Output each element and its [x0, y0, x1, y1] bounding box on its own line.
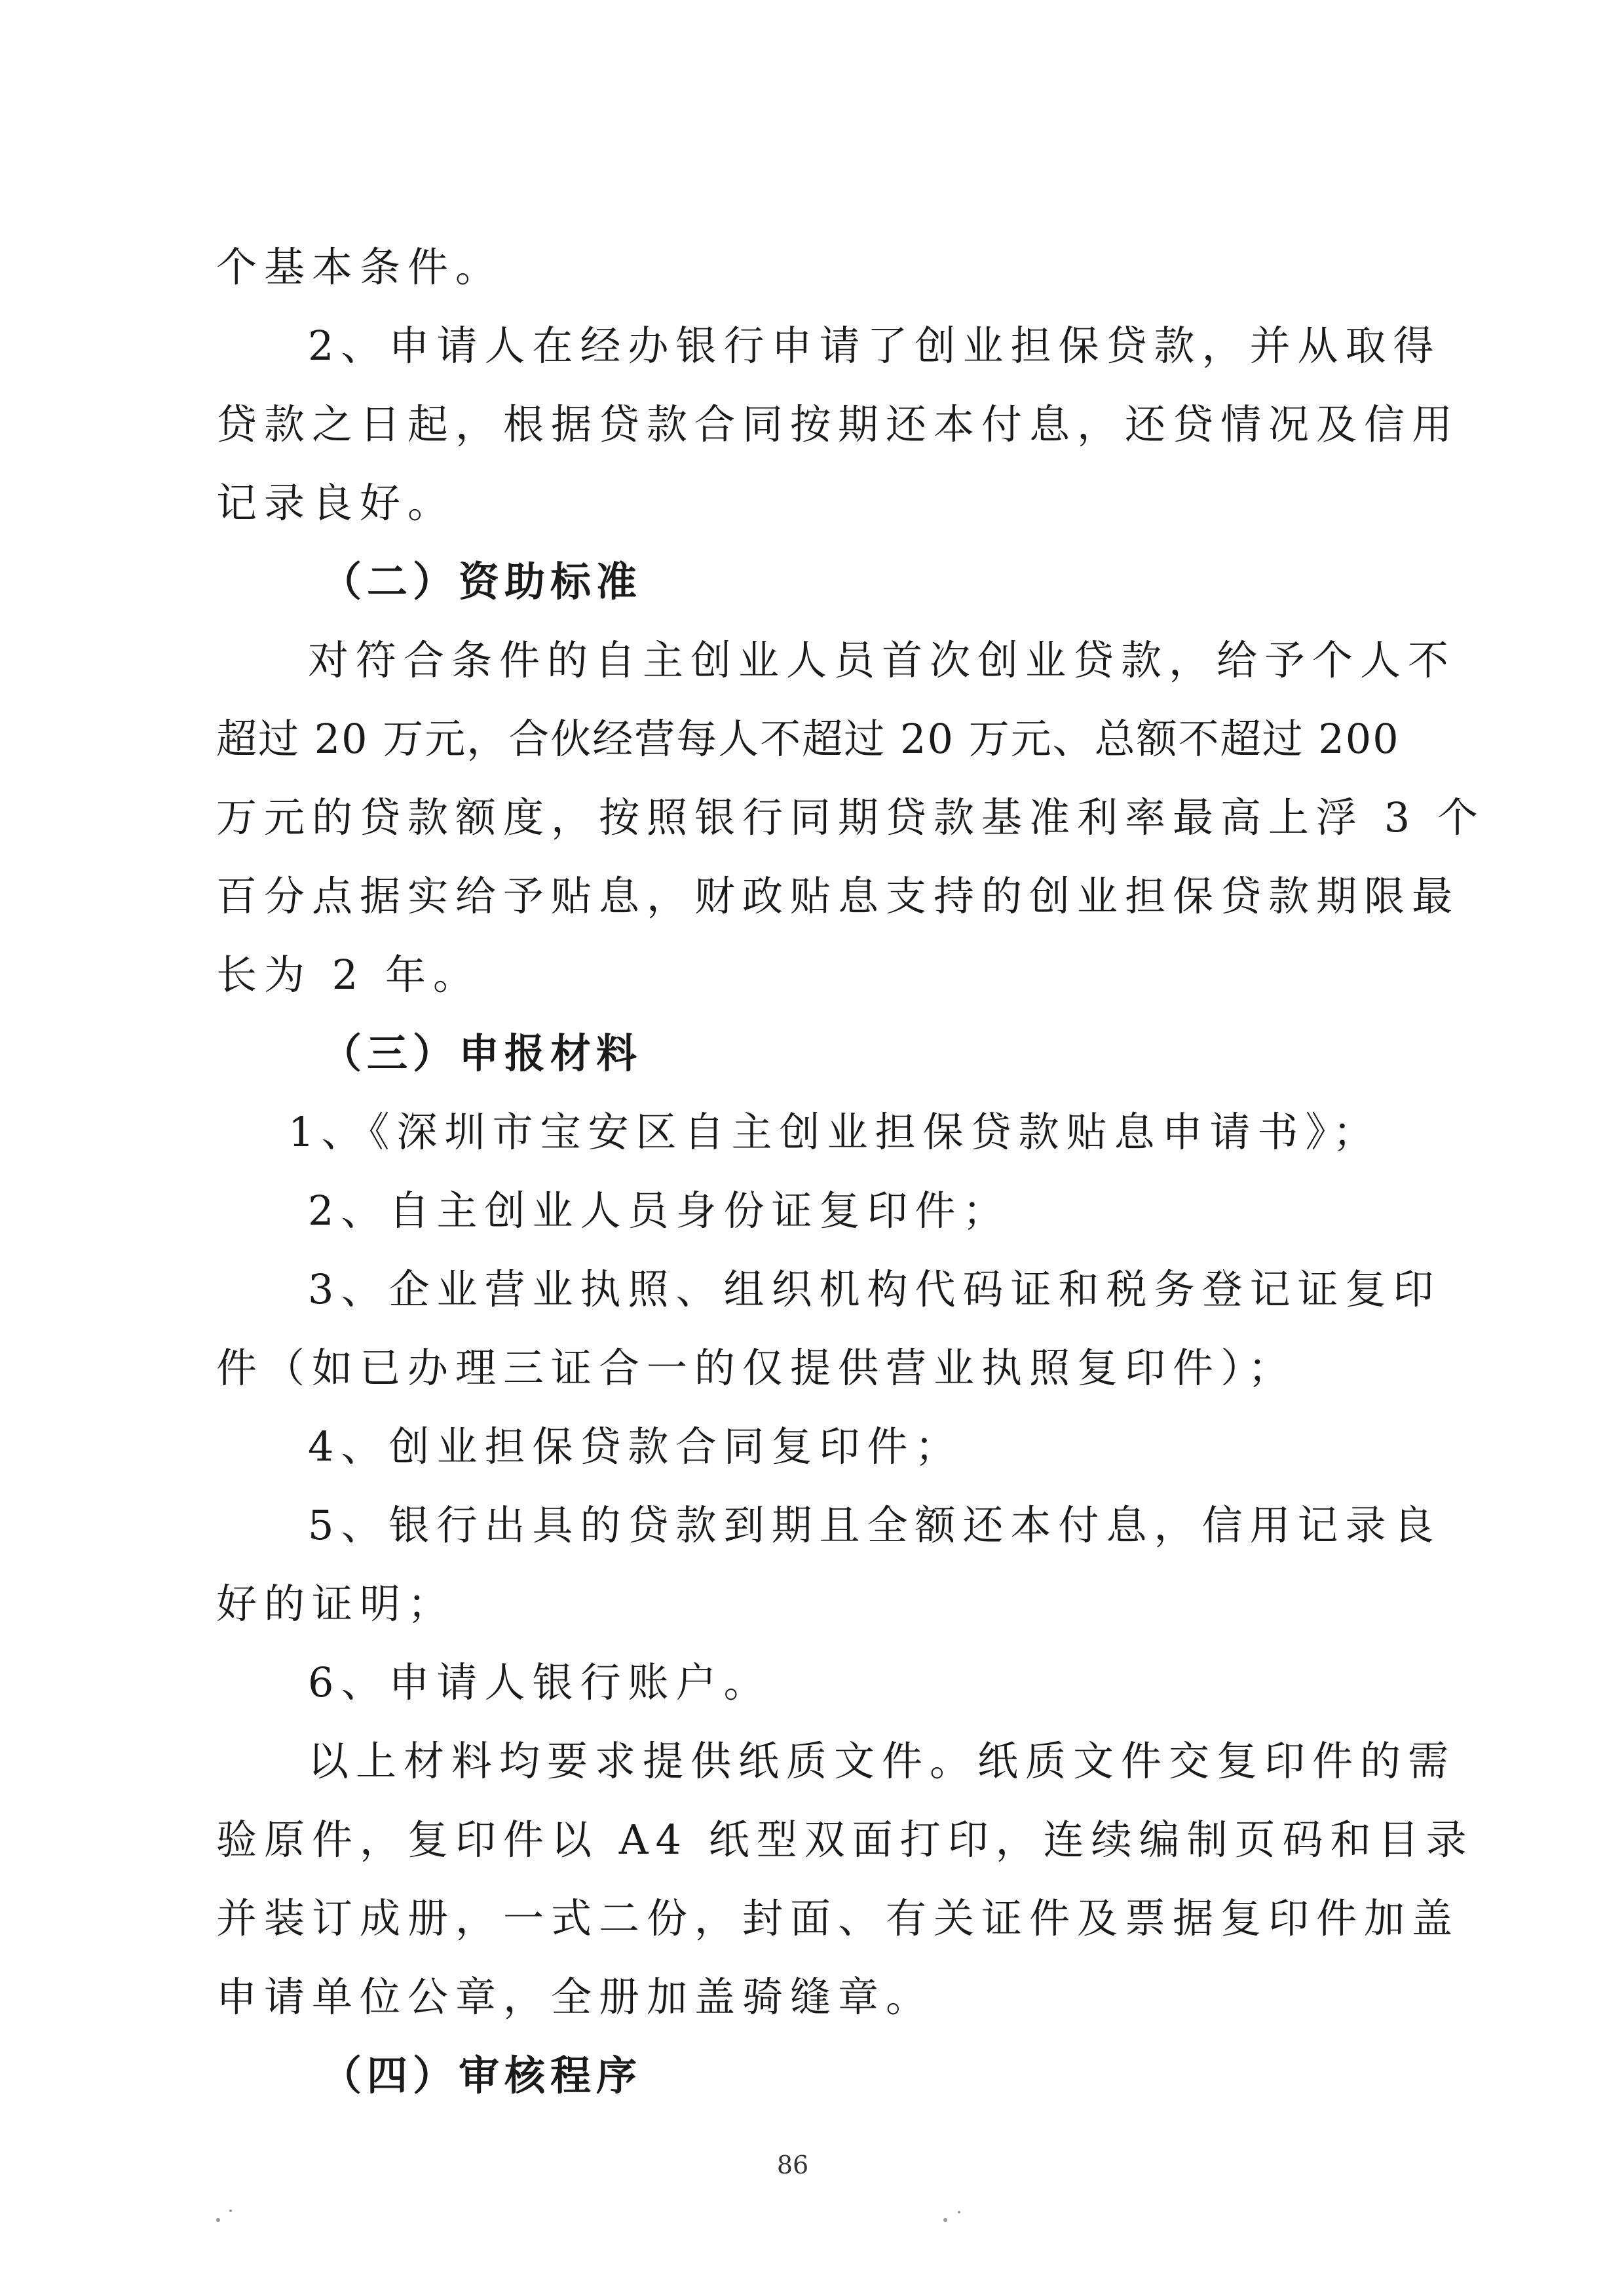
- section-heading-application-materials: （三）申报材料: [321, 1029, 643, 1077]
- text-line-requirements-1: 以上材料均要求提供纸质文件。纸质文件交复印件的需: [308, 1737, 1456, 1785]
- text-line-material-1: 1、《深圳市宝安区自主创业担保贷款贴息申请书》；: [288, 1108, 1381, 1156]
- text-line-condition-2-end: 记录良好。: [216, 479, 456, 527]
- text-line-condition-2: 2、申请人在经办银行申请了创业担保贷款，并从取得: [308, 322, 1441, 370]
- text-line-standard-4: 百分点据实给予贴息，财政贴息支持的创业担保贷款期限最: [216, 872, 1460, 920]
- text-line-material-2: 2、自主创业人员身份证复印件；: [308, 1187, 1011, 1234]
- text-line-material-5: 5、银行出具的贷款到期且全额还本付息，信用记录良: [308, 1501, 1441, 1549]
- scan-speck: [958, 2211, 960, 2213]
- text-line-standard-1: 对符合条件的自主创业人员首次创业贷款，给予个人不: [308, 636, 1456, 684]
- text-line-material-3-cont: 件（如已办理三证合一的仅提供营业执照复印件）；: [216, 1344, 1296, 1392]
- section-heading-subsidy-standard: （二）资助标准: [321, 558, 643, 605]
- text-line-material-3: 3、企业营业执照、组织机构代码证和税务登记证复印: [308, 1265, 1441, 1313]
- text-line-condition-2-cont: 贷款之日起，根据贷款合同按期还本付息，还贷情况及信用: [216, 400, 1460, 448]
- text-line-material-4: 4、创业担保贷款合同复印件；: [308, 1423, 963, 1470]
- text-line-requirements-3: 并装订成册，一式二份，封面、有关证件及票据复印件加盖: [216, 1894, 1460, 1942]
- scan-speck: [943, 2218, 947, 2222]
- text-line-material-6: 6、申请人银行账户。: [308, 1658, 772, 1706]
- text-line-requirements-4: 申请单位公章，全册加盖骑缝章。: [216, 1973, 934, 2021]
- text-line-standard-3: 万元的贷款额度，按照银行同期贷款基准利率最高上浮 3 个: [216, 794, 1485, 841]
- section-heading-review-procedure: （四）审核程序: [321, 2052, 643, 2099]
- text-line-standard-2: 超过 20 万元，合伙经营每人不超过 20 万元、总额不超过 200: [216, 715, 1400, 763]
- scan-speck: [229, 2210, 232, 2212]
- scan-speck: [216, 2218, 220, 2222]
- text-line-material-5-cont: 好的证明；: [216, 1580, 456, 1628]
- text-line-basic-conditions-end: 个基本条件。: [216, 243, 504, 291]
- text-line-requirements-2: 验原件，复印件以 A4 纸型双面打印，连续编制页码和目录: [216, 1816, 1474, 1864]
- page-number: 86: [776, 2151, 809, 2179]
- text-line-standard-5: 长为 2 年。: [216, 951, 481, 999]
